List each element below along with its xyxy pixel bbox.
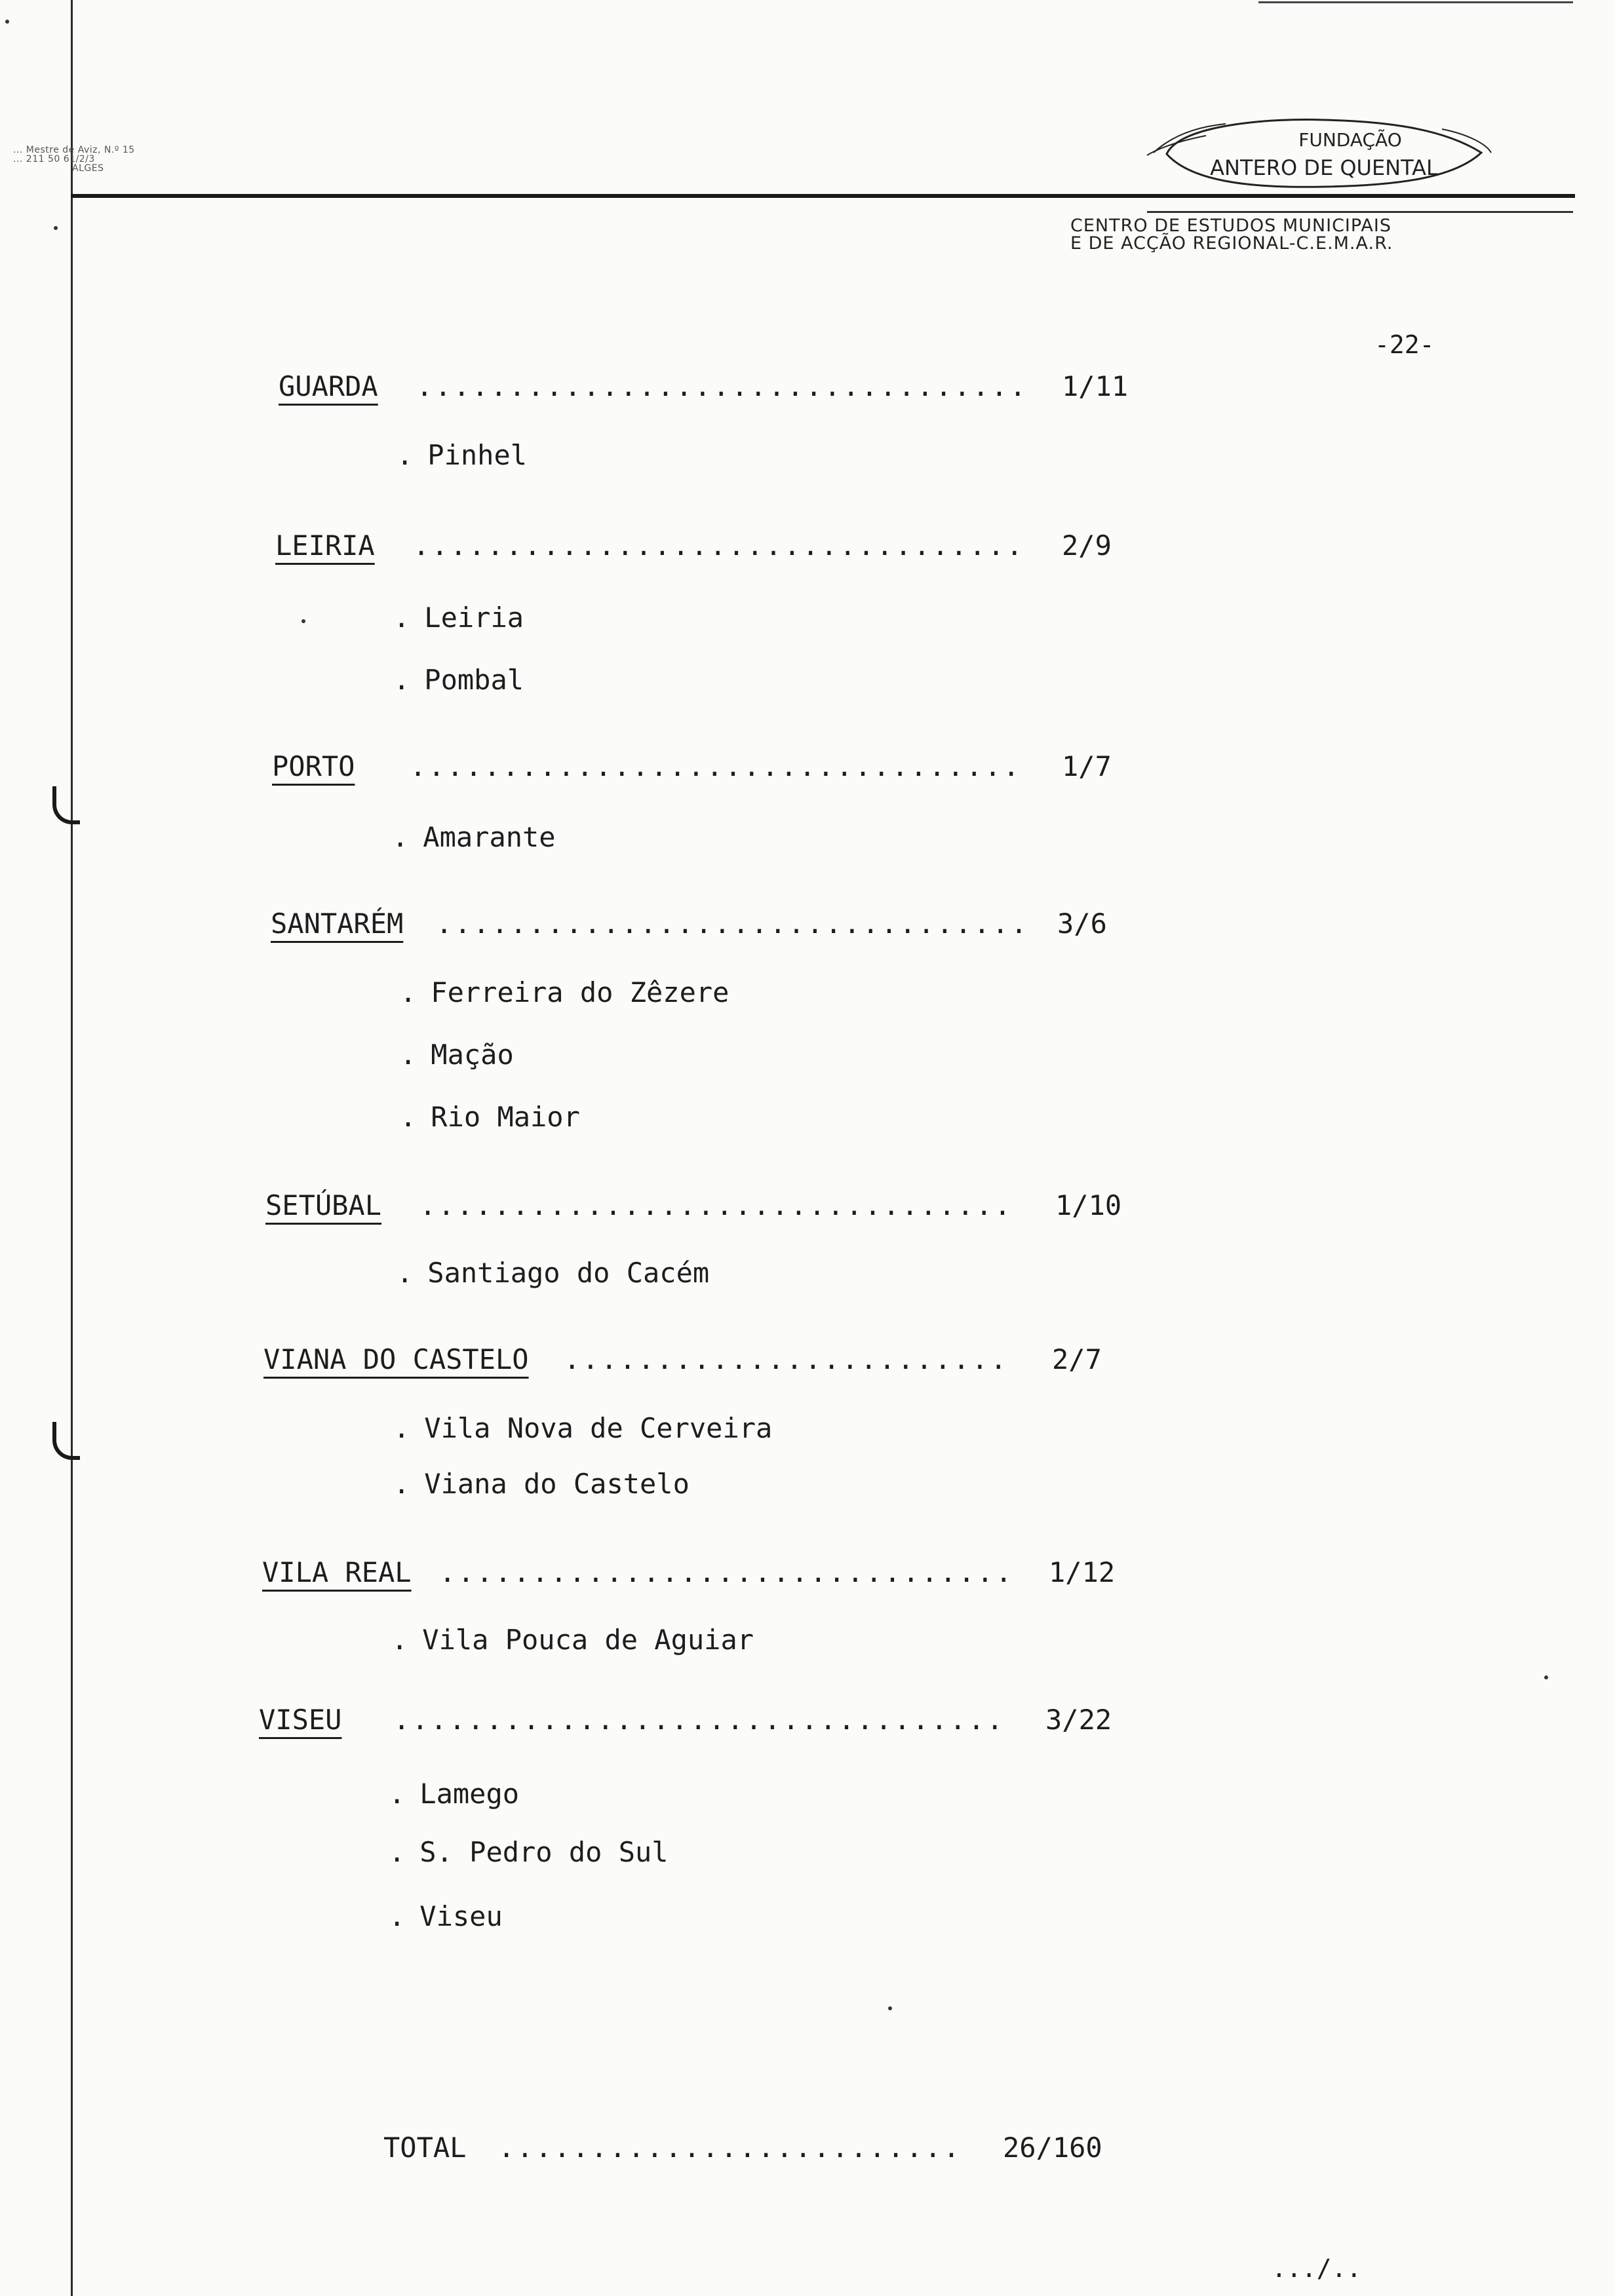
- municipality-item: [389, 1900, 503, 1932]
- bullet-dot: .: [389, 1900, 406, 1932]
- district-row: [259, 1704, 1112, 1736]
- page-number: -22-: [1374, 330, 1435, 359]
- district-row: [272, 750, 1112, 782]
- scan-speck: [5, 20, 9, 24]
- bullet-dot: .: [393, 1468, 410, 1500]
- municipality-name: Viana do Castelo: [424, 1468, 690, 1500]
- municipality-name: S. Pedro do Sul: [419, 1836, 669, 1868]
- letterhead-address: ... Mestre de Aviz, N.º 15 ... 211 50 61/2/3 ALGES: [13, 145, 135, 174]
- leader-dots: ...............................: [439, 1556, 1014, 1588]
- district-row: [262, 1556, 1116, 1588]
- letterhead-rule: [71, 194, 1575, 198]
- district-name: VILA REAL: [262, 1556, 412, 1588]
- district-value: 1/12: [1049, 1556, 1116, 1588]
- bullet-dot: .: [400, 1101, 417, 1133]
- district-row: [275, 529, 1112, 562]
- municipality-item: [400, 1101, 580, 1133]
- leader-dots: .................................: [410, 750, 1022, 782]
- municipality-name: Vila Nova de Cerveira: [424, 1412, 773, 1444]
- municipality-name: Vila Pouca de Aguiar: [422, 1624, 754, 1656]
- leader-dots: ................................: [419, 1189, 1013, 1221]
- leader-dots: .........................: [498, 2132, 962, 2164]
- district-name: GUARDA: [279, 370, 378, 402]
- district-value: 3/22: [1045, 1704, 1112, 1736]
- binding-hook-mark: [52, 786, 80, 824]
- district-value: 1/7: [1062, 750, 1112, 782]
- top-edge-line: [1258, 1, 1573, 3]
- municipality-name: Santiago do Cacém: [427, 1257, 710, 1289]
- municipality-name: Mação: [431, 1039, 514, 1071]
- foundation-logo: [1127, 115, 1494, 193]
- letterhead-rule-secondary: [1147, 211, 1573, 213]
- municipality-item: [393, 1468, 690, 1500]
- district-name: VISEU: [259, 1704, 342, 1736]
- leader-dots: ................................: [436, 908, 1030, 940]
- bullet-dot: .: [389, 1778, 406, 1810]
- leader-dots: .................................: [413, 529, 1025, 562]
- leader-dots: ........................: [564, 1343, 1009, 1375]
- logo-text-line1: FUNDAÇÃO: [1298, 129, 1402, 151]
- bullet-dot: .: [400, 976, 417, 1008]
- district-value: 1/11: [1062, 370, 1129, 402]
- scan-speck: [888, 2006, 892, 2010]
- bullet-dot: .: [392, 821, 409, 853]
- district-name: LEIRIA: [275, 529, 375, 562]
- district-name: SETÚBAL: [265, 1189, 382, 1221]
- municipality-name: Pombal: [424, 664, 524, 696]
- district-value: 1/10: [1055, 1189, 1122, 1221]
- letterhead-center-name: CENTRO DE ESTUDOS MUNICIPAIS E DE ACÇÃO REGIONAL-C.E.M.A.R.: [1070, 216, 1393, 254]
- district-row: [271, 908, 1107, 940]
- bullet-dot: .: [397, 439, 414, 471]
- municipality-name: Lamego: [419, 1778, 520, 1810]
- municipality-item: [392, 821, 556, 853]
- district-row: [279, 370, 1129, 402]
- municipality-item: [393, 602, 524, 634]
- continuation-mark: .../..: [1272, 2254, 1362, 2283]
- bullet-dot: .: [400, 1039, 417, 1071]
- total-row: [383, 2132, 1102, 2164]
- municipality-item: [400, 976, 729, 1008]
- district-value: 3/6: [1057, 908, 1107, 940]
- municipality-name: Ferreira do Zêzere: [431, 976, 730, 1008]
- municipality-item: [397, 439, 527, 471]
- total-value: 26/160: [1003, 2132, 1102, 2164]
- district-row: [263, 1343, 1102, 1375]
- municipality-item: [389, 1778, 519, 1810]
- bullet-dot: .: [393, 664, 410, 696]
- municipality-name: Pinhel: [427, 439, 528, 471]
- bullet-dot: .: [393, 1412, 410, 1444]
- district-row: [265, 1189, 1122, 1221]
- bullet-dot: .: [397, 1257, 414, 1289]
- municipality-name: Viseu: [419, 1900, 503, 1932]
- municipality-name: Leiria: [424, 602, 524, 634]
- scan-speck: [54, 226, 58, 230]
- district-name: SANTARÉM: [271, 908, 404, 940]
- scan-speck: [1544, 1675, 1548, 1679]
- municipality-name: Rio Maior: [431, 1101, 580, 1133]
- district-value: 2/9: [1062, 529, 1112, 562]
- total-label: TOTAL: [383, 2132, 467, 2164]
- leader-dots: .................................: [393, 1704, 1005, 1736]
- district-value: 2/7: [1052, 1343, 1102, 1375]
- municipality-name: Amarante: [423, 821, 556, 853]
- municipality-item: [393, 664, 524, 696]
- municipality-item: [389, 1836, 669, 1868]
- binding-hook-mark: [52, 1422, 80, 1460]
- bullet-dot: .: [391, 1624, 408, 1656]
- district-name: VIANA DO CASTELO: [263, 1343, 529, 1375]
- scan-speck: [302, 619, 305, 623]
- municipality-item: [397, 1257, 709, 1289]
- municipality-item: [391, 1624, 754, 1656]
- district-name: PORTO: [272, 750, 355, 782]
- left-margin-rule: [71, 0, 73, 2296]
- bullet-dot: .: [393, 602, 410, 634]
- leader-dots: .................................: [416, 370, 1028, 402]
- municipality-item: [393, 1412, 772, 1444]
- municipality-item: [400, 1039, 514, 1071]
- logo-text-line2: ANTERO DE QUENTAL: [1210, 155, 1438, 180]
- bullet-dot: .: [389, 1836, 406, 1868]
